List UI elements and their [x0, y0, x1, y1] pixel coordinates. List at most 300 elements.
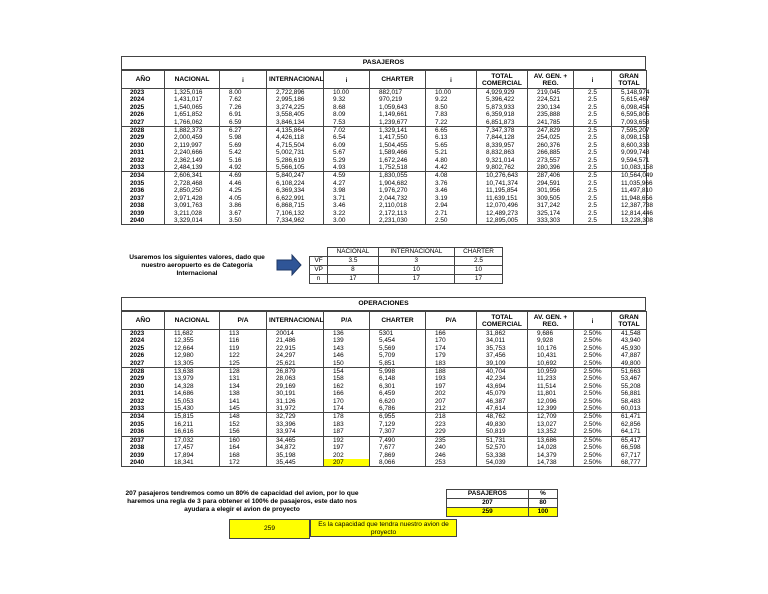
table-cell: 6,108,224 — [267, 180, 324, 187]
table-cell: 2.5 — [574, 202, 612, 209]
table-cell: 2.50% — [574, 405, 612, 413]
rates-table — [309, 247, 503, 284]
table-cell: 8,066 — [370, 459, 426, 467]
table-cell: 7,677 — [370, 444, 426, 451]
table-cell: 14,738 — [528, 459, 574, 467]
table-cell: 16,616 — [165, 428, 220, 436]
table-cell: 7.26 — [220, 104, 267, 111]
table-cell: 266,885 — [528, 149, 574, 156]
header-row — [447, 490, 558, 499]
column-header: GRAN TOTAL — [612, 71, 647, 89]
table-cell: 80 — [528, 499, 557, 508]
table-cell: 2,606,341 — [165, 172, 220, 180]
year-cell: 2035 — [122, 421, 165, 428]
table-row — [122, 337, 647, 344]
year-cell: 2027 — [122, 119, 165, 127]
table-cell: 5.21 — [426, 149, 477, 156]
table-cell: 2.50% — [574, 436, 612, 444]
table-cell: 7,334,962 — [267, 217, 324, 225]
table-cell: 3,091,763 — [165, 202, 220, 209]
table-row — [122, 96, 647, 103]
table-cell: 1,672,246 — [370, 157, 426, 164]
table-cell: 166 — [426, 330, 477, 338]
table-cell: 5,002,731 — [267, 149, 324, 156]
table-cell: 172 — [220, 459, 267, 467]
column-header: AV. GEN. + REG. — [528, 71, 574, 89]
year-cell: 2025 — [122, 104, 165, 111]
table-cell: 5.69 — [220, 142, 267, 149]
table-cell: 26,879 — [267, 368, 324, 376]
table-cell: 11,514 — [528, 383, 574, 390]
column-header: PASAJEROS — [447, 490, 529, 499]
table-cell: 5.67 — [324, 149, 370, 156]
table-cell: 197 — [426, 383, 477, 390]
table-cell: 4,135,864 — [267, 127, 324, 135]
column-header: ¡ — [220, 71, 267, 89]
column-header: ¡ — [426, 71, 477, 89]
table-cell: 2.50% — [574, 421, 612, 428]
table-cell: 6,595,805 — [612, 111, 647, 118]
table-cell: 4.92 — [220, 164, 267, 172]
year-cell: 2037 — [122, 436, 165, 444]
table-cell: 54,039 — [477, 459, 528, 467]
table-row — [122, 405, 647, 413]
table-cell: 2.50% — [574, 383, 612, 390]
table-row — [122, 142, 647, 149]
column-header: NACIONAL — [165, 71, 220, 89]
table-cell: 30,191 — [267, 390, 324, 397]
table-cell: 9,802,762 — [477, 164, 528, 172]
table-cell: VF — [310, 257, 328, 266]
table-cell: 34,011 — [477, 337, 528, 344]
table-row — [122, 413, 647, 421]
table-row — [447, 499, 558, 508]
table-cell: 3.00 — [324, 217, 370, 225]
table-cell: 100 — [528, 508, 557, 517]
table-cell: 6,369,334 — [267, 187, 324, 194]
table-cell: 1,329,141 — [370, 127, 426, 135]
table-cell: 41,548 — [612, 330, 647, 338]
table-cell: 4.42 — [426, 164, 477, 172]
table-cell: 156 — [220, 428, 267, 436]
table-cell: 325,174 — [528, 210, 574, 217]
table-cell: 14,328 — [165, 383, 220, 390]
table-cell: 253 — [426, 459, 477, 467]
table-cell: 11,195,854 — [477, 187, 528, 194]
table-cell: 259 — [447, 508, 529, 517]
table-cell: 65,417 — [612, 436, 647, 444]
table-cell: 24,297 — [267, 352, 324, 359]
header-row — [122, 312, 647, 330]
table-cell: 160 — [220, 436, 267, 444]
table-cell: 7,093,658 — [612, 119, 647, 127]
table-cell: 125 — [220, 360, 267, 368]
table-cell: 207 — [324, 459, 370, 467]
table-cell: 188 — [426, 368, 477, 376]
table-cell: 12,096 — [528, 398, 574, 405]
table-cell: 8 — [328, 266, 379, 275]
year-cell: 2038 — [122, 444, 165, 451]
table-cell: 218 — [426, 413, 477, 421]
table-cell: 1,149,661 — [370, 111, 426, 118]
table-cell: 12,980 — [165, 352, 220, 359]
table-cell: 273,557 — [528, 157, 574, 164]
year-cell: 2031 — [122, 390, 165, 397]
table-cell: 197 — [324, 444, 370, 451]
table-cell: 16,211 — [165, 421, 220, 428]
column-header: NACIONAL — [165, 312, 220, 330]
table-cell: 2,044,732 — [370, 195, 426, 202]
table-cell: 3,558,405 — [267, 111, 324, 118]
table-cell: 37,456 — [477, 352, 528, 359]
table-cell: 10,564,049 — [612, 172, 647, 180]
table-cell: 122 — [220, 352, 267, 359]
table-cell: 4.05 — [220, 195, 267, 202]
table-cell: 2.5 — [574, 217, 612, 225]
table-cell: 11,497,810 — [612, 187, 647, 194]
table-cell: 3,329,014 — [165, 217, 220, 225]
table-cell: 164 — [220, 444, 267, 451]
column-header: AÑO — [122, 312, 165, 330]
table-cell: 128 — [220, 368, 267, 376]
table-cell: 1,904,682 — [370, 180, 426, 187]
table-cell: 3.98 — [324, 187, 370, 194]
table-cell: 3.86 — [220, 202, 267, 209]
table-cell: 13,305 — [165, 360, 220, 368]
table-cell: 22,915 — [267, 345, 324, 352]
table-cell: 5,873,933 — [477, 104, 528, 111]
year-cell: 2038 — [122, 202, 165, 209]
table-cell: 309,505 — [528, 195, 574, 202]
table-cell: 39,109 — [477, 360, 528, 368]
table-cell: 9.22 — [426, 96, 477, 103]
table-cell: 148 — [220, 413, 267, 421]
column-header: P/A — [220, 312, 267, 330]
table-cell: 5.42 — [220, 149, 267, 156]
table-cell: 46,387 — [477, 398, 528, 405]
table-cell: 192 — [324, 436, 370, 444]
year-cell: 2030 — [122, 383, 165, 390]
table-cell: 131 — [220, 375, 267, 382]
year-cell: 2033 — [122, 405, 165, 413]
table-row — [122, 195, 647, 202]
table-cell: 13,638 — [165, 368, 220, 376]
table-cell: 43,940 — [612, 337, 647, 344]
table-cell: 40,704 — [477, 368, 528, 376]
table-cell: 49,830 — [477, 421, 528, 428]
arrow-right-icon — [276, 254, 302, 276]
table-cell: 34,465 — [267, 436, 324, 444]
table-cell: 6.09 — [324, 142, 370, 149]
table-cell: 6,359,918 — [477, 111, 528, 118]
table-cell: 28,063 — [267, 375, 324, 382]
table-cell: 8,339,957 — [477, 142, 528, 149]
table-cell: 1,651,852 — [165, 111, 220, 118]
table-cell: 1,589,466 — [370, 149, 426, 156]
table-cell: 235,888 — [528, 111, 574, 118]
table-cell: 5.16 — [220, 157, 267, 164]
table-cell: 2,722,896 — [267, 89, 324, 97]
table-cell: 3.5 — [328, 257, 379, 266]
table-cell: 6.59 — [220, 119, 267, 127]
table-cell: 2.50 — [426, 217, 477, 225]
table-cell: 223 — [426, 421, 477, 428]
table-cell: 2.50% — [574, 345, 612, 352]
table-cell: 11,035,966 — [612, 180, 647, 187]
table-cell: 6,786 — [370, 405, 426, 413]
table-cell: 12,489,273 — [477, 210, 528, 217]
table-cell: 9,099,748 — [612, 149, 647, 156]
table-cell: 4.69 — [220, 172, 267, 180]
table-cell: 219,045 — [528, 89, 574, 97]
table-cell: 2.5 — [574, 127, 612, 135]
year-cell: 2029 — [122, 134, 165, 141]
table-cell: 50,819 — [477, 428, 528, 436]
table-cell: 168 — [220, 452, 267, 459]
table-cell: 4,426,118 — [267, 134, 324, 141]
table-cell: 241,785 — [528, 119, 574, 127]
table-cell: 3.46 — [426, 187, 477, 194]
table-cell: 2,728,468 — [165, 180, 220, 187]
table-row — [122, 210, 647, 217]
table-cell: 2.50% — [574, 360, 612, 368]
table-cell: 8.09 — [324, 111, 370, 118]
table-cell: 119 — [220, 345, 267, 352]
table-cell: 10 — [454, 266, 502, 275]
table-cell: 4.27 — [324, 180, 370, 187]
year-cell: 2032 — [122, 157, 165, 164]
column-header: ¡ — [574, 71, 612, 89]
table-cell: 11,682 — [165, 330, 220, 338]
table-cell: 2.5 — [574, 195, 612, 202]
table-cell: 42,234 — [477, 375, 528, 382]
table-cell: 35,753 — [477, 345, 528, 352]
table-cell: 1,325,016 — [165, 89, 220, 97]
pasajeros-table — [121, 70, 653, 225]
table-cell: 14,686 — [165, 390, 220, 397]
table-cell: 254,025 — [528, 134, 574, 141]
table-cell: 18,341 — [165, 459, 220, 467]
table-cell: 61,471 — [612, 413, 647, 421]
table-cell: 1,766,062 — [165, 119, 220, 127]
table-cell: 58,483 — [612, 398, 647, 405]
table-cell: 3,274,225 — [267, 104, 324, 111]
table-cell: 202 — [426, 390, 477, 397]
table-cell: 45,079 — [477, 390, 528, 397]
table-cell: 1,752,518 — [370, 164, 426, 172]
table-cell: 1,540,065 — [165, 104, 220, 111]
table-cell: 10,431 — [528, 352, 574, 359]
table-cell: 7,106,132 — [267, 210, 324, 217]
table-cell: 174 — [324, 405, 370, 413]
column-header: ¡ — [324, 71, 370, 89]
table-cell: 7.02 — [324, 127, 370, 135]
table-cell: 3 — [378, 257, 454, 266]
column-header: % — [528, 490, 557, 499]
table-cell: 6.54 — [324, 134, 370, 141]
table-cell: 43,694 — [477, 383, 528, 390]
table-cell: 2.71 — [426, 210, 477, 217]
column-header: INTERNACIONAL — [267, 71, 324, 89]
table-row — [122, 134, 647, 141]
table-cell: 207 — [426, 398, 477, 405]
table-cell: 13,228,308 — [612, 217, 647, 225]
table-cell: 139 — [324, 337, 370, 344]
table-cell: 53,338 — [477, 452, 528, 459]
table-cell: 6,622,991 — [267, 195, 324, 202]
table-cell: 31,862 — [477, 330, 528, 338]
table-cell: 64,171 — [612, 428, 647, 436]
table-cell: 12,399 — [528, 405, 574, 413]
table-cell: 5,840,247 — [267, 172, 324, 180]
table-row — [122, 104, 647, 111]
pasajeros-title: PASAJEROS — [121, 56, 646, 70]
table-cell: 11,948,656 — [612, 195, 647, 202]
table-row — [310, 257, 503, 266]
table-cell: 179 — [426, 352, 477, 359]
table-cell: 12,387,738 — [612, 202, 647, 209]
table-cell: 2.5 — [574, 89, 612, 97]
table-row — [122, 111, 647, 118]
year-cell: 2039 — [122, 210, 165, 217]
year-cell: 2026 — [122, 352, 165, 359]
table-cell: 7.53 — [324, 119, 370, 127]
year-cell: 2030 — [122, 142, 165, 149]
conclusion-text: 207 pasajeros tendremos como un 80% de capacidad del avion, por lo que haremos una regla de 3 para obtener el 100% de pasajeros, este dato nos ayudara a elegir el avion de proyecto — [125, 490, 359, 513]
year-cell: 2039 — [122, 452, 165, 459]
table-cell: 13,979 — [165, 375, 220, 382]
table-row — [122, 119, 647, 127]
table-row — [122, 157, 647, 164]
table-cell: 7,844,128 — [477, 134, 528, 141]
project-capacity-label: Es la capacidad que tendra nuestro avion de proyecto — [310, 519, 457, 537]
table-cell: 6,301 — [370, 383, 426, 390]
table-cell: 5,286,619 — [267, 157, 324, 164]
table-cell: 21,486 — [267, 337, 324, 344]
table-cell: 15,053 — [165, 398, 220, 405]
table-cell: 183 — [324, 421, 370, 428]
table-cell: 5,148,974 — [612, 89, 647, 97]
column-header: INTERNACIONAL — [267, 312, 324, 330]
table-cell: 5,569 — [370, 345, 426, 352]
table-cell: 47,614 — [477, 405, 528, 413]
table-cell: 6.13 — [426, 134, 477, 141]
table-cell: 7,595,207 — [612, 127, 647, 135]
column-header: GRAN TOTAL — [612, 312, 647, 330]
table-cell: 17,032 — [165, 436, 220, 444]
table-row — [122, 360, 647, 368]
table-cell: 2.50% — [574, 459, 612, 467]
table-cell: 6,955 — [370, 413, 426, 421]
table-cell: 17 — [328, 275, 379, 284]
table-cell: 49,800 — [612, 360, 647, 368]
table-cell: 246 — [426, 452, 477, 459]
rule-of-three-table — [446, 489, 558, 517]
table-cell: 3.67 — [220, 210, 267, 217]
table-row — [122, 421, 647, 428]
table-cell: 317,242 — [528, 202, 574, 209]
table-cell: 52,570 — [477, 444, 528, 451]
table-cell: 2,110,018 — [370, 202, 426, 209]
table-cell: 10,276,643 — [477, 172, 528, 180]
table-row — [122, 217, 647, 225]
table-row — [122, 390, 647, 397]
table-cell: 1,239,677 — [370, 119, 426, 127]
table-cell: 229 — [426, 428, 477, 436]
table-cell: 53,467 — [612, 375, 647, 382]
table-cell: 62,856 — [612, 421, 647, 428]
table-cell: 2.5 — [574, 210, 612, 217]
table-cell: 13,352 — [528, 428, 574, 436]
table-cell: 333,303 — [528, 217, 574, 225]
column-header: TOTAL COMERCIAL — [477, 71, 528, 89]
table-cell: 207 — [447, 499, 529, 508]
table-cell: 136 — [324, 330, 370, 338]
table-cell: 2.50% — [574, 428, 612, 436]
table-row — [122, 436, 647, 444]
table-row — [122, 444, 647, 451]
table-cell: 10,083,158 — [612, 164, 647, 172]
table-row — [122, 345, 647, 352]
table-cell: 9,594,571 — [612, 157, 647, 164]
table-cell: 20014 — [267, 330, 324, 338]
table-row — [122, 398, 647, 405]
table-row — [122, 459, 647, 467]
table-cell: 11,233 — [528, 375, 574, 382]
year-cell: 2036 — [122, 428, 165, 436]
table-row — [122, 452, 647, 459]
table-cell: 2,231,030 — [370, 217, 426, 225]
table-row — [122, 375, 647, 382]
table-cell: 9,928 — [528, 337, 574, 344]
table-cell: 9,321,014 — [477, 157, 528, 164]
table-cell: 2.50% — [574, 452, 612, 459]
table-cell: 2,172,113 — [370, 210, 426, 217]
table-cell: 12,070,496 — [477, 202, 528, 209]
table-cell: 2.5 — [574, 164, 612, 172]
project-capacity-value: 259 — [229, 519, 310, 539]
table-cell: 5.65 — [426, 142, 477, 149]
table-cell: 68,777 — [612, 459, 647, 467]
table-cell: 170 — [324, 398, 370, 405]
table-cell: 2.5 — [574, 142, 612, 149]
table-cell: 7.22 — [426, 119, 477, 127]
column-header — [310, 248, 328, 257]
table-cell: 31,972 — [267, 405, 324, 413]
table-row — [122, 180, 647, 187]
table-row — [447, 508, 558, 517]
table-cell: 17 — [378, 275, 454, 284]
table-row — [122, 368, 647, 376]
table-cell: 8,832,863 — [477, 149, 528, 156]
table-cell: 33,396 — [267, 421, 324, 428]
year-cell: 2034 — [122, 413, 165, 421]
table-cell: 113 — [220, 330, 267, 338]
column-header: CHARTER — [370, 71, 426, 89]
table-row — [310, 275, 503, 284]
table-row — [122, 127, 647, 135]
column-header: AÑO — [122, 71, 165, 89]
table-cell: 2,240,666 — [165, 149, 220, 156]
table-cell: 66,598 — [612, 444, 647, 451]
table-cell: 5,396,422 — [477, 96, 528, 103]
table-cell: 6.65 — [426, 127, 477, 135]
table-cell: 158 — [324, 375, 370, 382]
column-header: P/A — [324, 312, 370, 330]
table-cell: 7.62 — [220, 96, 267, 103]
table-cell: 5,709 — [370, 352, 426, 359]
table-cell: 280,396 — [528, 164, 574, 172]
